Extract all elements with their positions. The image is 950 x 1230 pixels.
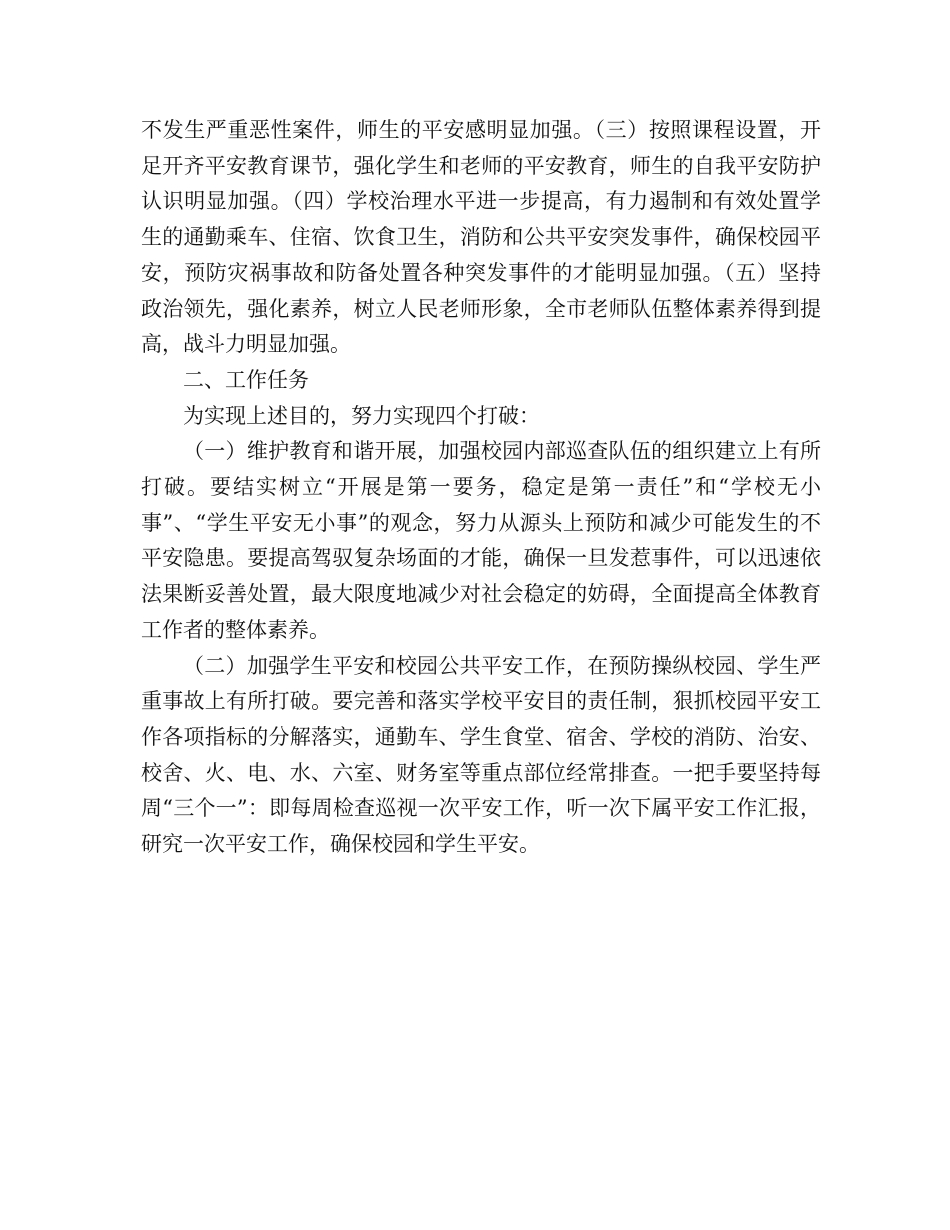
paragraph-breakthrough-one: （一）维护教育和谐开展，加强校园内部巡查队伍的组织建立上有所打破。要结实树立“开展是第一要务，稳定是第一责任”和“学校无小事”、“学生平安无小事”的观念，努力从源头上预防和减少可能发生的不平安隐患。要提高驾驭复杂场面的才能，确保一旦发惹事件，可以迅速依法果断妥善处置，最大限度地减少对社会稳定的妨碍，全面提高全体教育工作者的整体素养。	[141, 439, 821, 642]
paragraph-intro-four-breakthroughs: 为实现上述目的，努力实现四个打破：	[183, 403, 540, 428]
paragraph-goals-continued: 不发生严重恶性案件，师生的平安感明显加强。（三）按照课程设置，开足开齐平安教育课节，强化学生和老师的平安教育，师生的自我平安防护认识明显加强。（四）学校治理水平进一步提高，有力遏制和有效处置学生的通勤乘车、住宿、饮食卫生，消防和公共平安突发事件，确保校园平安，预防灾祸事故和防备处置各种突发事件的才能明显加强。（五）坚持政治领先，强化素养，树立人民老师形象，全市老师队伍整体素养得到提高，战斗力明显加强。	[141, 118, 821, 357]
paragraph-breakthrough-two: （二）加强学生平安和校园公共平安工作，在预防操纵校园、学生严重事故上有所打破。要完善和落实学校平安目的责任制，狠抓校园平安工作各项指标的分解落实，通勤车、学生食堂、宿舍、学校的消防、治安、校舍、火、电、水、六室、财务室等重点部位经常排查。一把手要坚持每周“三个一”：即每周检查巡视一次平安工作，听一次下属平安工作汇报，研究一次平安工作，确保校园和学生平安。	[141, 653, 821, 857]
section-heading-work-tasks: 二、工作任务	[183, 367, 309, 392]
document-body	[141, 113, 821, 863]
